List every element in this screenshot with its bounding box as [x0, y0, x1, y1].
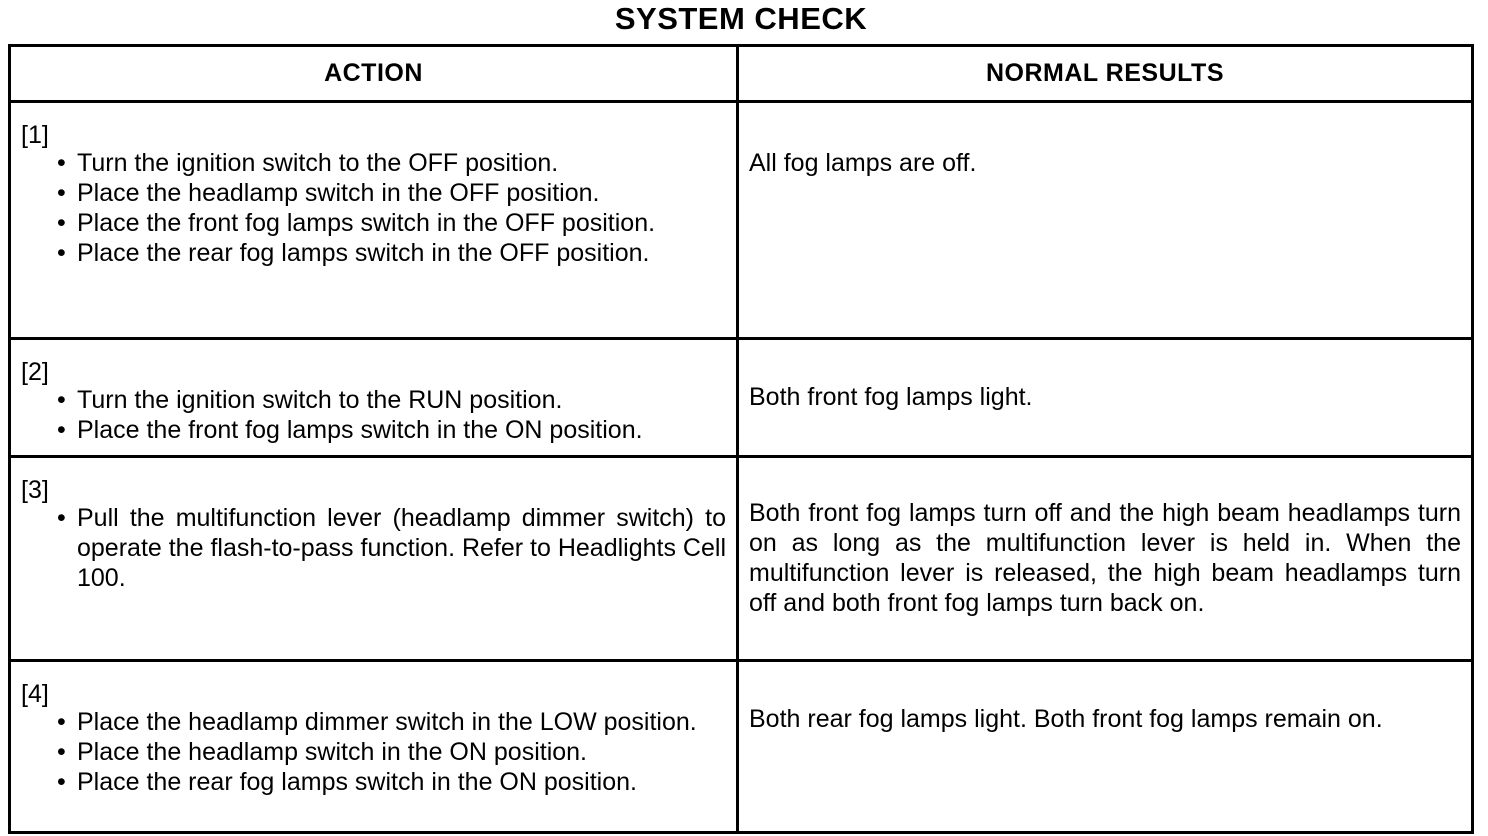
- action-item: • Place the front fog lamps switch in the ON position.: [57, 416, 643, 444]
- result-text: Both rear fog lamps light. Both front fog lamps remain on.: [749, 705, 1383, 733]
- result-text: Both front fog lamps light.: [749, 383, 1033, 411]
- step-number: [4]: [21, 680, 49, 708]
- result-text: Both front fog lamps turn off and the high beam headlamps turn on as long as the multifunction lever is held in. When the multifunction lever is released, the high beam headlamps turn off and both front fog lamps turn back on.: [749, 499, 1461, 617]
- action-item: • Place the rear fog lamps switch in the ON position.: [57, 768, 637, 796]
- result-cell: [738, 457, 1473, 661]
- action-item: • Turn the ignition switch to the OFF position.: [57, 149, 559, 177]
- result-text: All fog lamps are off.: [749, 149, 977, 177]
- normal-results-column-header: NORMAL RESULTS: [738, 46, 1473, 102]
- bullet-icon: •: [57, 209, 66, 237]
- action-cell: [10, 102, 738, 339]
- bullet-icon: •: [57, 416, 66, 444]
- action-cell: [10, 339, 738, 457]
- action-item: • Place the rear fog lamps switch in the OFF position.: [57, 239, 650, 267]
- bullet-icon: •: [57, 738, 66, 766]
- action-item: • Place the headlamp dimmer switch in the LOW position.: [57, 708, 697, 736]
- action-list: [21, 148, 726, 268]
- action-list: [21, 385, 726, 445]
- action-list: [21, 503, 726, 593]
- action-item: • Place the headlamp switch in the OFF position.: [57, 179, 600, 207]
- result-cell: [738, 102, 1473, 339]
- action-item: • Place the front fog lamps switch in the OFF position.: [57, 209, 656, 237]
- bullet-icon: •: [57, 386, 66, 414]
- table-row: [10, 661, 1473, 833]
- system-check-table: [8, 44, 1474, 834]
- action-item: • Place the headlamp switch in the ON position.: [57, 738, 587, 766]
- bullet-icon: •: [57, 708, 66, 736]
- bullet-icon: •: [57, 239, 66, 267]
- step-number: [3]: [21, 476, 49, 504]
- step-number: [1]: [21, 121, 49, 149]
- action-column-header: ACTION: [10, 46, 738, 102]
- step-number: [2]: [21, 358, 49, 386]
- action-list: [21, 707, 726, 797]
- action-cell: [10, 457, 738, 661]
- bullet-icon: •: [57, 504, 66, 532]
- result-cell: [738, 339, 1473, 457]
- action-item: • Turn the ignition switch to the RUN position.: [57, 386, 563, 414]
- bullet-icon: •: [57, 179, 66, 207]
- bullet-icon: •: [57, 149, 66, 177]
- table-row: [10, 339, 1473, 457]
- action-cell: [10, 661, 738, 833]
- table-header-row: [10, 46, 1473, 102]
- page-title: SYSTEM CHECK: [614, 1, 868, 36]
- result-cell: [738, 661, 1473, 833]
- bullet-icon: •: [57, 768, 66, 796]
- action-item: • Pull the multifunction lever (headlamp dimmer switch) to operate the flash-to-pass function. Refer to Headlights Cell 100.: [57, 504, 726, 592]
- table-row: [10, 457, 1473, 661]
- table-row: [10, 102, 1473, 339]
